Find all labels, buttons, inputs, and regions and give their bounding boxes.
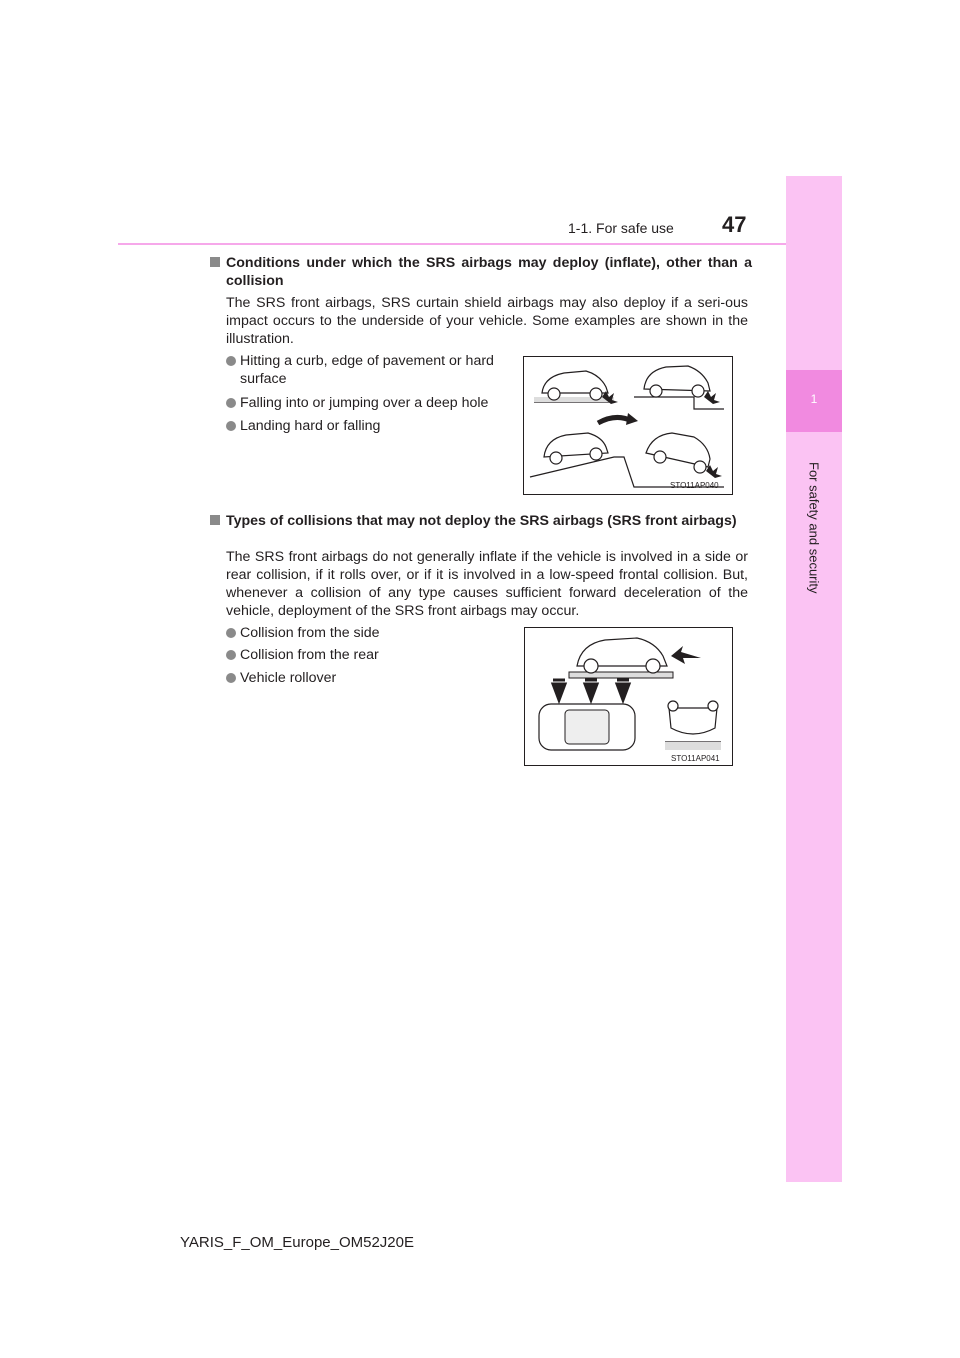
chapter-title-vertical — [800, 462, 828, 622]
figure-code: STO11AP040 — [670, 481, 719, 490]
underside-impact-illustration — [524, 357, 732, 494]
chapter-number-tab — [786, 370, 842, 432]
illustration-underside-impacts — [523, 356, 733, 495]
section2-paragraph: The SRS front airbags do not generally inflate if the vehicle is involved in a side or rear collision, if it rolls over, or if it is involved in a low-speed frontal collision. But, whenever a collision of any type causes sufficient forward deceleration of the vehicle, deployment of the SRS front airbags may occur. — [226, 549, 748, 619]
round-bullet-icon — [226, 673, 236, 683]
round-bullet-icon — [226, 421, 236, 431]
round-bullet-icon — [226, 628, 236, 638]
round-bullet-icon — [226, 398, 236, 408]
square-bullet-icon — [210, 515, 220, 525]
section2-heading: Types of collisions that may not deploy the SRS airbags (SRS front airbags) — [212, 512, 752, 530]
document-id: YARIS_F_OM_Europe_OM52J20E — [180, 1234, 415, 1251]
list-item: Vehicle rollover — [226, 669, 516, 687]
figure-code: STO11AP041 — [671, 754, 720, 763]
section-reference: 1-1. For safe use — [568, 220, 674, 236]
section1-heading: Conditions under which the SRS airbags may deploy (inflate), other than a collision — [212, 254, 752, 290]
illustration-non-deploy-collisions — [524, 627, 733, 766]
square-bullet-icon — [210, 257, 220, 267]
chapter-side-band — [786, 176, 842, 1182]
chapter-title: For safety and security — [806, 462, 822, 594]
round-bullet-icon — [226, 650, 236, 660]
section1-paragraph: The SRS front airbags, SRS curtain shield airbags may also deploy if a seri-ous impact occurs to the underside of your vehicle. Some examples are shown in the illustration. — [226, 295, 748, 347]
round-bullet-icon — [226, 356, 236, 366]
header-rule — [118, 243, 786, 245]
list-item: Landing hard or falling — [226, 417, 516, 435]
page-number: 47 — [722, 212, 747, 237]
list-item: Hitting a curb, edge of pavement or hard surface — [226, 352, 516, 388]
list-item: Collision from the side — [226, 624, 516, 642]
list-item: Collision from the rear — [226, 646, 516, 664]
list-item: Falling into or jumping over a deep hole — [226, 394, 516, 412]
chapter-number: 1 — [810, 392, 818, 406]
collision-types-illustration — [525, 628, 732, 765]
